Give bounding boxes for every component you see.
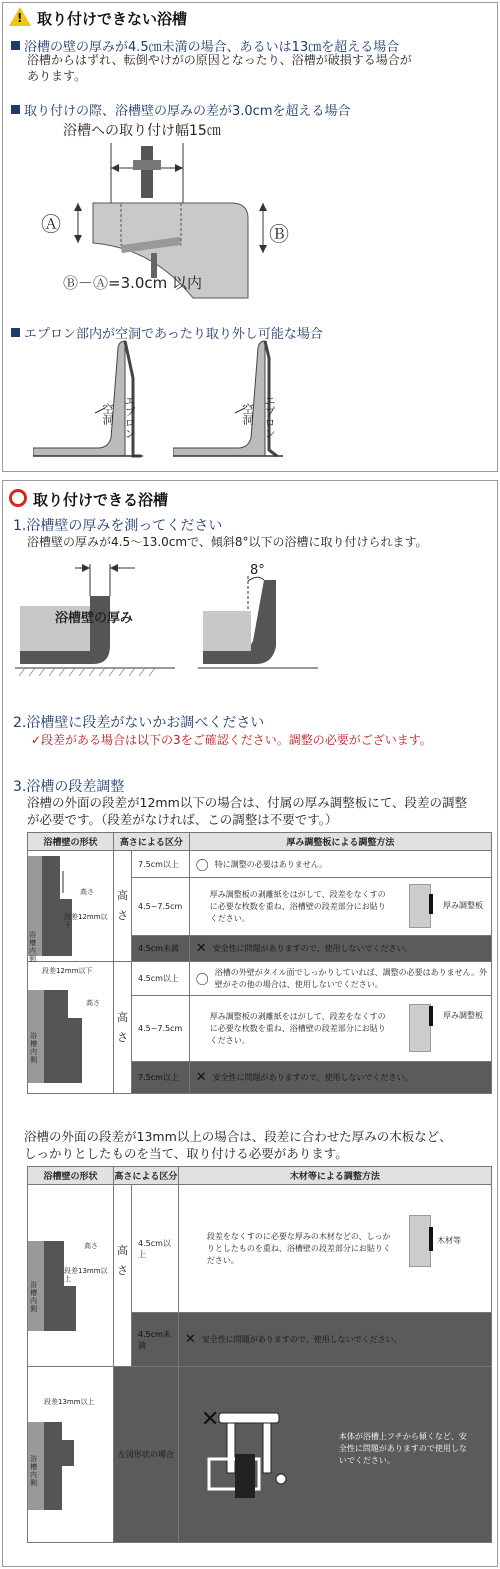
t1-text-3: 安全性に問題がありますので、使用しないでください。 [212, 944, 413, 953]
t2-text-2: 安全性に問題がありますので、使用しないでください。 [201, 1335, 402, 1344]
plate-figure-icon [409, 1004, 431, 1052]
angle-label: 8° [250, 563, 265, 578]
t1-shape2-inner: 浴槽内側 [30, 1032, 37, 1064]
t2-text-3: 本体が浴槽上フチから傾くなど、安全性に問題がありますので使用しないでください。 [338, 1432, 467, 1465]
t2-shape1-dansa: 段差13mm以上 [64, 1267, 108, 1283]
step3-desc3: 浴槽の外面の段差が13mm以上の場合は、段差に合わせた厚みの木板など、 [24, 1129, 452, 1144]
not-installable-panel [2, 2, 498, 472]
ng-mark-icon: ✕ [184, 1332, 196, 1347]
t2-shape1-cell [28, 1185, 114, 1367]
t1-col-method: 厚み調整板による調整方法 [189, 833, 491, 851]
t2-shape1-takasa: 高さ [84, 1242, 98, 1250]
t1-takasa-2: 高さ [114, 962, 132, 1094]
fig-install-width: 浴槽への取り付け幅15㎝ [63, 123, 221, 139]
plate-marker [429, 1006, 433, 1026]
slope-diagram [198, 556, 348, 686]
t1-shape2-figure [28, 968, 112, 1088]
wood-adjust-table [27, 1166, 492, 1543]
wood-figure-icon [409, 1215, 431, 1267]
warning-icon-mark: ! [17, 11, 23, 25]
t1-shape1-takasa: 高さ [80, 888, 94, 896]
t1-col-shape: 浴槽壁の形状 [28, 833, 114, 851]
label-a: Ⓐ [41, 212, 61, 236]
plate-marker [429, 894, 433, 914]
wood-marker [429, 1227, 433, 1251]
apron-label-2: エプロン [263, 395, 276, 439]
kudo-label-2: 空洞 [241, 403, 254, 425]
step3-desc4: しっかりとしたものを当て、取り付ける必要があります。 [24, 1146, 348, 1161]
t1-range-5: 4.5~7.5cm [132, 996, 190, 1062]
formula: Ⓑ－Ⓐ=3.0cm 以内 [63, 274, 203, 292]
t2-shape2-cell [28, 1367, 114, 1543]
t1-text-6: 安全性に問題がありますので、使用しないでください。 [212, 1073, 413, 1082]
t2-shape2-inner: 浴槽内側 [30, 1455, 37, 1487]
label-b: Ⓑ [269, 222, 289, 246]
t1-shape1-inner: 浴槽内側 [29, 931, 36, 963]
circle-ok-icon [9, 489, 27, 507]
t2-shape2-dansa: 段差13mm以上 [44, 1398, 95, 1406]
t2-col-shape: 浴槽壁の形状 [28, 1167, 114, 1185]
bullet-thickness-desc2: あります。 [27, 69, 87, 83]
t2-col-method: 木材等による調整方法 [178, 1167, 491, 1185]
t1-range-4: 4.5cm以上 [132, 962, 190, 996]
ok-mark-icon: 〇 [195, 973, 209, 988]
t1-tag-2: 厚み調整板 [443, 901, 483, 910]
bullet-thickness-diff: 取り付けの際、浴槽壁の厚みの差が3.0cmを超える場合 [11, 100, 351, 119]
t1-shape1-cell [28, 851, 114, 962]
t2-range-2: 4.5cm未満 [132, 1313, 179, 1367]
step2-note: ✓段差がある場合は以下の3をご確認ください。調整の必要がございます。 [31, 733, 432, 747]
t2-tag-1: 木材等 [437, 1236, 461, 1245]
section1-title: 取り付けできない浴槽 [37, 10, 188, 28]
t1-range-2: 4.5~7.5cm [132, 878, 190, 936]
adjust-plate-table [27, 832, 492, 1094]
t2-shape1-inner: 浴槽内側 [30, 1281, 37, 1313]
bath-board-figure [207, 1399, 317, 1509]
t1-range-6: 7.5cm以上 [132, 1062, 190, 1094]
t1-shape2-cell [28, 962, 114, 1094]
t2-range-1: 4.5cm以上 [132, 1185, 179, 1313]
plate-figure-icon [409, 884, 431, 928]
t1-shape2-takasa: 高さ [86, 999, 100, 1007]
ng-mark-icon: ✕ [200, 1407, 220, 1432]
t1-tag-5: 厚み調整板 [443, 1011, 483, 1020]
t1-takasa-1: 高さ [114, 851, 132, 962]
t1-text-1: 特に調整の必要はありません。 [214, 859, 328, 869]
step1-desc: 浴槽壁の厚みが4.5～13.0cmで、傾斜8°以下の浴槽に取り付けられます。 [27, 535, 428, 549]
ng-mark-icon: ✕ [195, 941, 207, 956]
ok-mark-icon: 〇 [195, 858, 209, 874]
t1-text-5: 厚み調整板の剥離紙をはがして、段差をなくすのに必要な枚数を重ね、浴槽壁の段差部分にお貼りください。 [209, 1011, 386, 1045]
kudo-label-1: 空洞 [101, 403, 114, 425]
t1-text-2: 厚み調整板の剥離紙をはがして、段差をなくすのに必要な枚数を重ね、浴槽壁の段差部分にお貼りください。 [209, 889, 386, 923]
bullet-apron: エプロン部内が空洞であったり取り外し可能な場合 [11, 323, 323, 342]
t1-range-3: 4.5cm未満 [132, 936, 190, 962]
t1-text-4: 浴槽の外壁がタイル面でしっかりしていれば、調整の必要はありません。外壁がその他の場合は、使用しないでください。 [214, 967, 488, 989]
apron-label-1: エプロン [123, 395, 136, 439]
t2-takasa: 高さ [114, 1185, 132, 1367]
bullet-thickness-desc1: 浴槽からはずれ、転倒やけがの原因となったり、浴槽が破損する場合が [27, 53, 412, 67]
t2-range-3: 左図形状の場合 [114, 1367, 179, 1543]
step2-heading: 2.浴槽壁に段差がないかお調べください [13, 715, 265, 731]
t2-text-1: 段差をなくすのに必要な厚みの木材などの、しっかりとしたものを重ね、浴槽壁の段差部分にお貼りください。 [206, 1231, 391, 1265]
t1-col-height: 高さによる区分 [114, 833, 190, 851]
section2-title: 取り付けできる浴槽 [33, 491, 169, 509]
step1-heading: 1.浴槽壁の厚みを測ってください [13, 518, 223, 534]
step3-desc2: が必要です。（段差がなければ、この調整は不要です。） [27, 812, 338, 827]
t1-range-1: 7.5cm以上 [132, 851, 190, 878]
t2-col-height: 高さによる区分 [114, 1167, 179, 1185]
step3-heading: 3.浴槽の段差調整 [13, 779, 125, 795]
step3-desc1: 浴槽の外面の段差が12mm以下の場合は、付属の厚み調整板にて、段差の調整 [27, 795, 468, 810]
t1-shape2-dansa: 段差12mm以下 [42, 967, 93, 975]
bullet-thickness: 浴槽の壁の厚みが4.5㎝未満の場合、あるいは13㎝を超える場合 [11, 36, 399, 55]
wall-thickness-label: 浴槽壁の厚み [55, 611, 134, 626]
t1-shape1-dansa: 段差12mm以下 [64, 913, 108, 929]
ng-mark-icon: ✕ [195, 1070, 207, 1085]
